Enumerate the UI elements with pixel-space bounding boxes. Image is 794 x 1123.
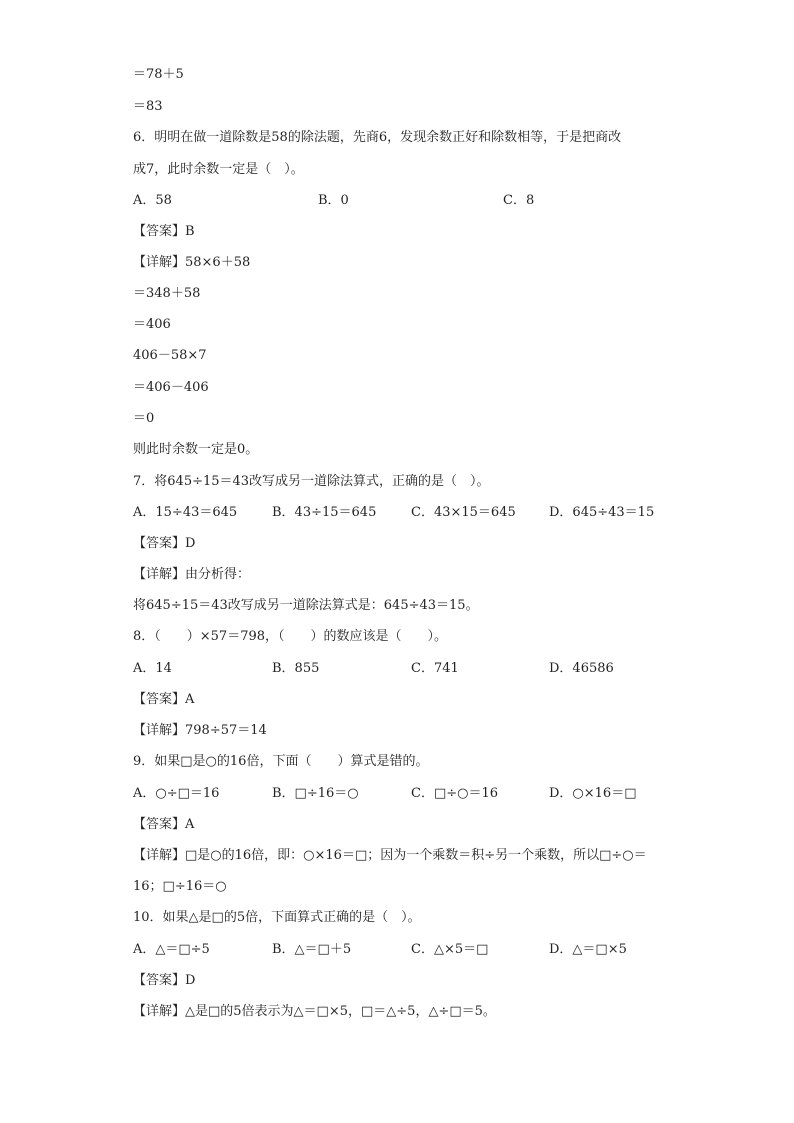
question-10: 10．如果△是□的5倍，下面算式正确的是（ ）。: [133, 910, 421, 925]
option-c: C．741: [411, 661, 459, 676]
text-line: ＝348＋58: [133, 286, 201, 301]
answer-label: 【答案】A: [133, 817, 195, 832]
question-9: 9．如果□是○的16倍，下面（ ）算式是错的。: [133, 754, 429, 769]
text-line: 则此时余数一定是0。: [133, 442, 259, 457]
question-7: 7．将645÷15＝43改写成另一道除法算式，正确的是（ ）。: [133, 474, 490, 489]
option-a: A．58: [133, 193, 172, 208]
question-8: 8．（ ）×57＝798，（ ）的数应该是（ ）。: [133, 629, 448, 644]
text-line: ＝406: [133, 317, 171, 332]
option-c: C．△×5＝□: [411, 942, 489, 957]
option-d: D．46586: [549, 661, 614, 676]
option-d: D．△＝□×5: [549, 942, 627, 957]
text-line: 16；□÷16＝○: [133, 879, 227, 894]
option-b: B．855: [272, 661, 320, 676]
option-a: A．△＝□÷5: [133, 942, 210, 957]
answer-label: 【答案】D: [133, 536, 196, 551]
text-line: 将645÷15＝43改写成另一道除法算式是：645÷43＝15。: [133, 598, 479, 613]
option-a: A．○÷□＝16: [133, 786, 220, 801]
answer-label: 【答案】A: [133, 692, 195, 707]
option-d: D．○×16＝□: [549, 786, 637, 801]
explanation: 【详解】58×6＋58: [133, 255, 251, 270]
explanation: 【详解】△是□的5倍表示为△＝□×5，□＝△÷5，△÷□＝5。: [133, 1004, 496, 1019]
option-b: B．43÷15＝645: [272, 505, 377, 520]
text-line: ＝406－406: [133, 380, 209, 395]
explanation: 【详解】由分析得：: [133, 567, 251, 582]
explanation: 【详解】□是○的16倍，即：○×16＝□；因为一个乘数＝积÷另一个乘数，所以□÷○＝: [133, 848, 647, 863]
option-a: A．14: [133, 661, 172, 676]
option-a: A．15÷43＝645: [133, 505, 238, 520]
option-b: B．0: [318, 193, 349, 208]
option-b: B．△＝□＋5: [272, 942, 352, 957]
answer-label: 【答案】D: [133, 973, 196, 988]
text-line: ＝83: [133, 99, 163, 114]
text-line: ＝78＋5: [133, 67, 184, 82]
option-c: C．8: [503, 193, 535, 208]
option-c: C．□÷○＝16: [411, 786, 499, 801]
option-d: D．645÷43＝15: [549, 505, 655, 520]
option-c: C．43×15＝645: [411, 505, 516, 520]
question-6-cont: 成7，此时余数一定是（ ）。: [133, 162, 304, 177]
text-line: ＝0: [133, 411, 155, 426]
explanation: 【详解】798÷57＝14: [133, 723, 267, 738]
text-line: 406－58×7: [133, 348, 207, 363]
answer-label: 【答案】B: [133, 224, 195, 239]
option-b: B．□÷16＝○: [272, 786, 359, 801]
question-6: 6．明明在做一道除数是58的除法题，先商6，发现余数正好和除数相等，于是把商改: [133, 130, 622, 145]
